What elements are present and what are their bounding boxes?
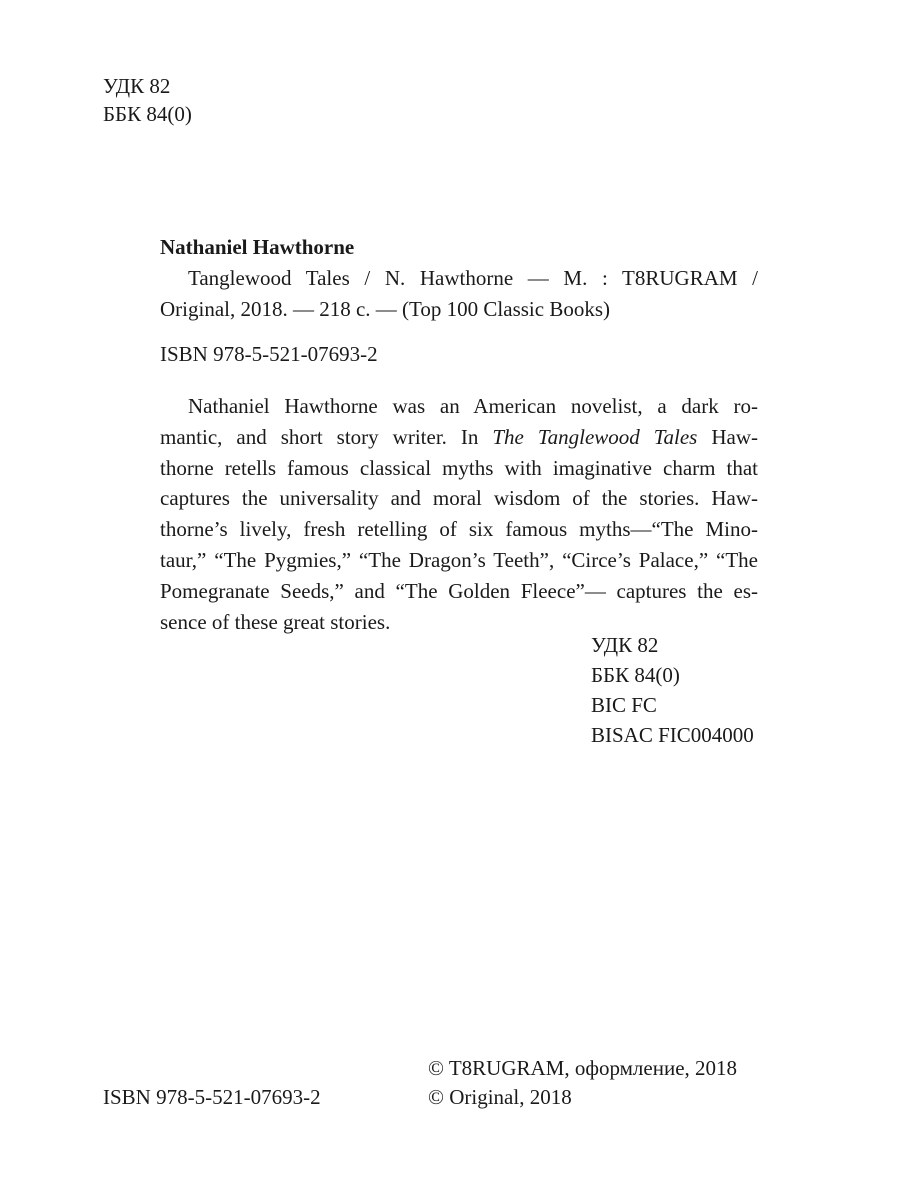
abstract-line-5: thorne’s lively, fresh retelling of six famous myths—“The Mino- xyxy=(160,517,758,542)
classification-codes xyxy=(591,630,754,750)
abstract-line-2-start: mantic, and short story writer. In xyxy=(160,424,493,449)
copyright-line-2: © Original, 2018 xyxy=(428,1085,572,1109)
book-title-italic: The Tanglewood Tales xyxy=(492,424,698,449)
bibliographic-entry xyxy=(160,232,758,325)
abstract-line-1: Nathaniel Hawthorne was an American novelist, a dark ro- xyxy=(188,394,758,418)
bic-code: BIC FC xyxy=(591,693,657,717)
abstract-line-8: sence of these great stories. xyxy=(160,609,391,634)
isbn-main xyxy=(160,340,378,368)
bisac-code: BISAC FIC004000 xyxy=(591,723,754,747)
isbn-bottom-text: ISBN 978-5-521-07693-2 xyxy=(103,1085,321,1109)
copyright-line-1: © T8RUGRAM, оформление, 2018 xyxy=(428,1056,738,1080)
abstract-line-4: captures the universality and moral wisdom of the stories. Haw- xyxy=(160,486,758,511)
author-name: Nathaniel Hawthorne xyxy=(160,235,355,259)
isbn-main-text: ISBN 978-5-521-07693-2 xyxy=(160,342,378,366)
copyright-notice xyxy=(428,1054,737,1112)
bibliographic-line-1: Tanglewood Tales / N. Hawthorne — M. : T8RUGRAM / xyxy=(188,266,758,290)
udk-code-right: УДК 82 xyxy=(591,633,659,657)
book-abstract xyxy=(160,391,758,637)
bbk-code: ББК 84(0) xyxy=(103,102,192,126)
isbn-bottom xyxy=(103,1083,321,1111)
bbk-code-right: ББК 84(0) xyxy=(591,663,680,687)
abstract-line-6: taur,” “The Pygmies,” “The Dragon’s Teeth”, “Circe’s Palace,” “The xyxy=(160,547,758,572)
abstract-line-2 xyxy=(160,422,758,453)
udk-code: УДК 82 xyxy=(103,74,171,98)
abstract-line-7: Pomegranate Seeds,” and “The Golden Fleece”— captures the es- xyxy=(160,578,758,603)
bibliographic-line-2: Original, 2018. — 218 c. — (Top 100 Classic Books) xyxy=(160,297,610,321)
abstract-line-2-end: Haw- xyxy=(697,424,758,449)
top-classification-codes xyxy=(103,72,192,128)
abstract-line-3: thorne retells famous classical myths with imaginative charm that xyxy=(160,455,758,480)
